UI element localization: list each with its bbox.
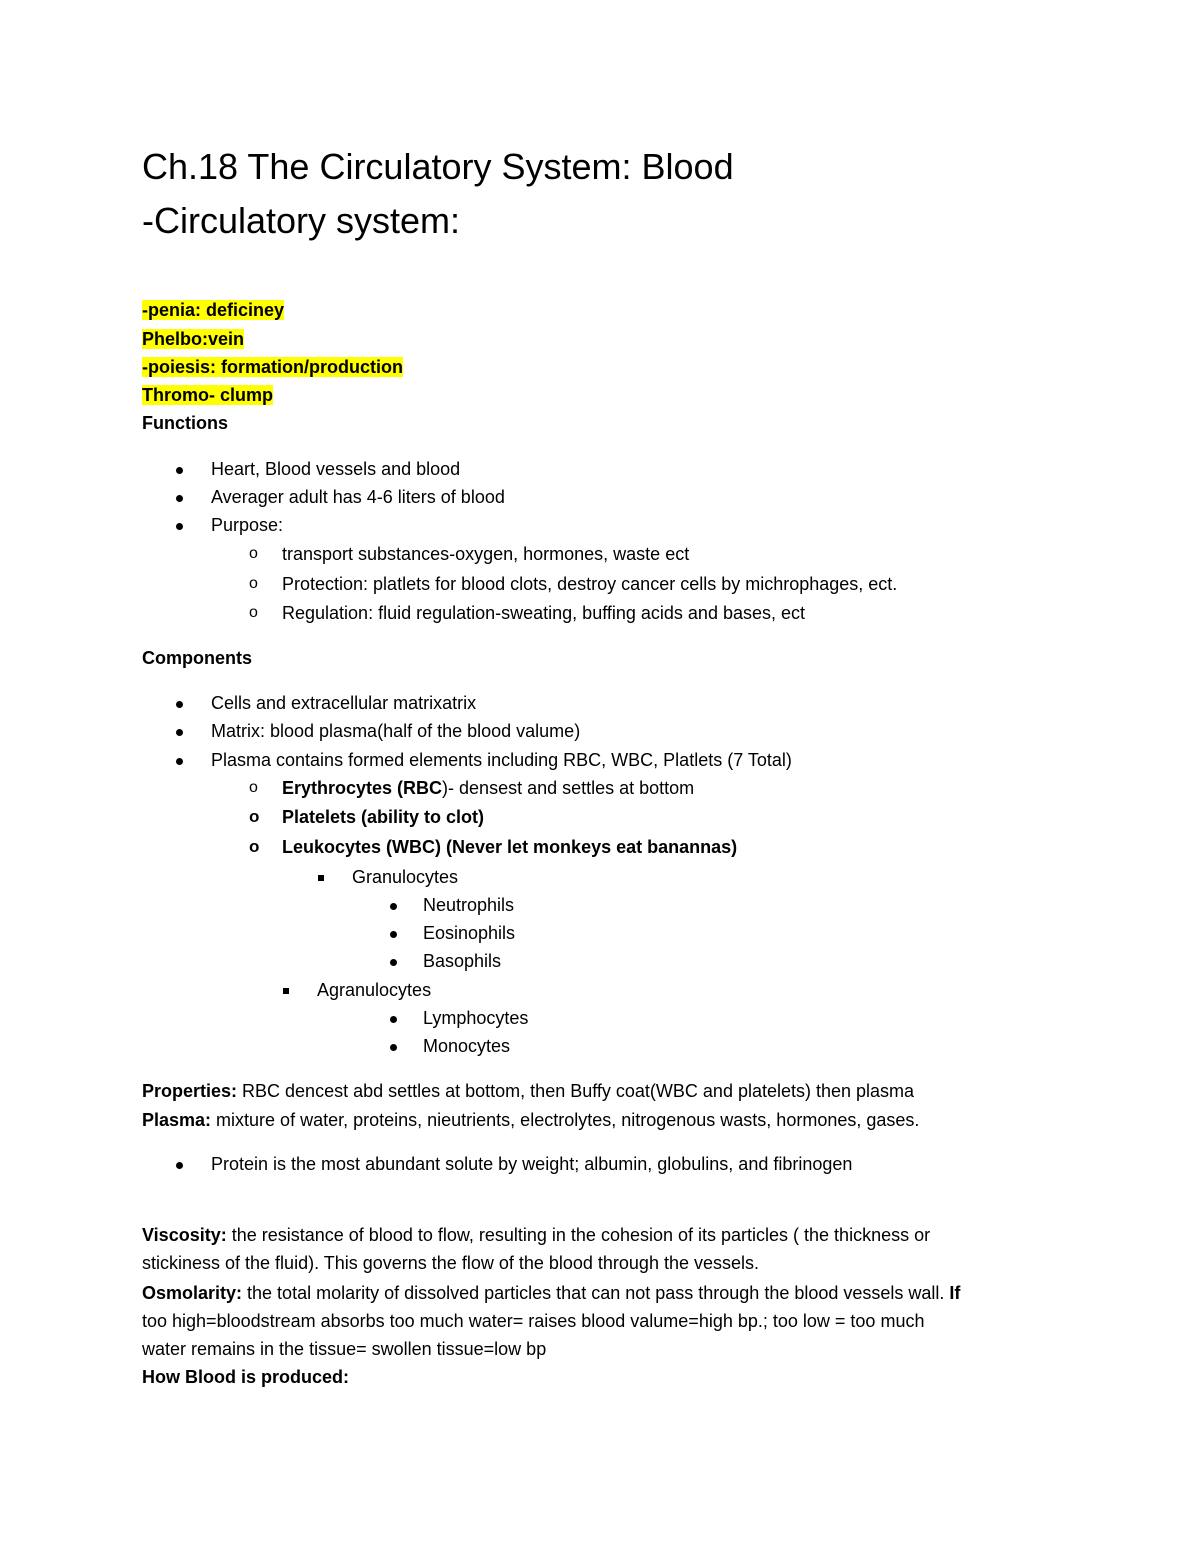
list-item: Heart, Blood vessels and blood bbox=[211, 459, 461, 479]
vocab-item: Thromo- clump bbox=[142, 385, 273, 405]
list-item: Cells and extracellular matrixatrix bbox=[211, 693, 477, 713]
list-item: Averager adult has 4-6 liters of blood bbox=[211, 487, 505, 507]
square-bullet-icon bbox=[318, 863, 324, 891]
functions-heading: Functions bbox=[142, 413, 228, 433]
properties-paragraph: Properties: RBC dencest abd settles at bottom, then Buffy coat(WBC and platelets) then plasma bbox=[142, 1081, 915, 1101]
list-item: Basophils bbox=[423, 951, 502, 971]
list-item: Matrix: blood plasma(half of the blood valume) bbox=[211, 721, 581, 741]
bullet-icon bbox=[176, 455, 183, 483]
list-item: Purpose: bbox=[211, 515, 284, 535]
bullet-icon bbox=[176, 483, 183, 511]
osmolarity-paragraph-cont: too high=bloodstream absorbs too much water= raises blood valume=high bp.; too low = too much bbox=[142, 1311, 925, 1331]
circle-bullet-icon: o bbox=[249, 545, 258, 562]
circle-bullet-icon: o bbox=[249, 807, 260, 826]
bullet-icon bbox=[176, 1150, 183, 1178]
list-item-leukocytes: Leukocytes (WBC) (Never let monkeys eat banannas) bbox=[282, 837, 738, 857]
circle-bullet-icon: o bbox=[249, 779, 258, 796]
osmolarity-paragraph-cont: water remains in the tissue= swollen tissue=low bp bbox=[142, 1339, 547, 1359]
circle-bullet-icon: o bbox=[249, 837, 260, 856]
bullet-icon bbox=[390, 947, 397, 975]
list-item: transport substances-oxygen, hormones, waste ect bbox=[282, 544, 690, 564]
list-item: Protection: platlets for blood clots, destroy cancer cells by michrophages, ect. bbox=[282, 574, 898, 594]
bullet-icon bbox=[390, 891, 397, 919]
bullet-icon bbox=[390, 1004, 397, 1032]
bullet-icon bbox=[176, 746, 183, 774]
list-item: Neutrophils bbox=[423, 895, 515, 915]
list-item-platelets: Platelets (ability to clot) bbox=[282, 807, 485, 827]
osmolarity-paragraph: Osmolarity: the total molarity of dissolved particles that can not pass through the blood vessels wall. If bbox=[142, 1283, 961, 1303]
list-item: Protein is the most abundant solute by weight; albumin, globulins, and fibrinogen bbox=[211, 1154, 853, 1174]
list-item-granulocytes: Granulocytes bbox=[352, 867, 459, 887]
list-item: Regulation: fluid regulation-sweating, buffing acids and bases, ect bbox=[282, 603, 806, 623]
page-title: Ch.18 The Circulatory System: Blood bbox=[142, 146, 734, 187]
section-heading-blood-production: How Blood is produced: bbox=[142, 1367, 349, 1387]
page-subtitle: -Circulatory system: bbox=[142, 200, 461, 241]
vocab-item: -poiesis: formation/production bbox=[142, 357, 403, 377]
bullet-icon bbox=[390, 919, 397, 947]
bullet-icon bbox=[176, 717, 183, 745]
bullet-icon bbox=[390, 1032, 397, 1060]
viscosity-paragraph-cont: stickiness of the fluid). This governs the flow of the blood through the vessels. bbox=[142, 1253, 760, 1273]
square-bullet-icon bbox=[283, 976, 289, 1004]
list-item: Plasma contains formed elements including RBC, WBC, Platlets (7 Total) bbox=[211, 750, 792, 770]
components-heading: Components bbox=[142, 648, 252, 668]
vocab-item: Phelbo:vein bbox=[142, 329, 245, 349]
plasma-paragraph: Plasma: mixture of water, proteins, nieutrients, electrolytes, nitrogenous wasts, hormones, gases. bbox=[142, 1110, 920, 1130]
bullet-icon bbox=[176, 511, 183, 539]
list-item: Eosinophils bbox=[423, 923, 516, 943]
circle-bullet-icon: o bbox=[249, 575, 258, 592]
list-item: Monocytes bbox=[423, 1036, 511, 1056]
list-item-agranulocytes: Agranulocytes bbox=[317, 980, 432, 1000]
circle-bullet-icon: o bbox=[249, 604, 258, 621]
list-item-erythrocytes: Erythrocytes (RBC)- densest and settles at bottom bbox=[282, 778, 695, 798]
list-item: Lymphocytes bbox=[423, 1008, 529, 1028]
viscosity-paragraph: Viscosity: the resistance of blood to flow, resulting in the cohesion of its particles ( the thickness or bbox=[142, 1225, 931, 1245]
bullet-icon bbox=[176, 689, 183, 717]
vocab-item: -penia: deficiney bbox=[142, 300, 285, 320]
